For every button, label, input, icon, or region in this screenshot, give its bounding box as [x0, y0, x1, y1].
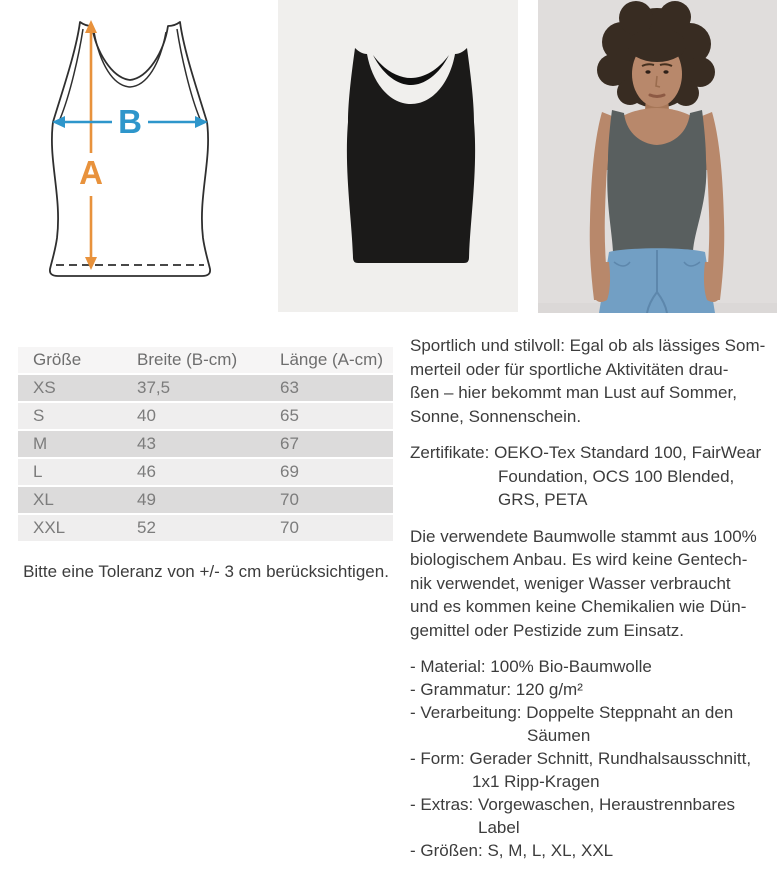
laenge-cell: 65	[265, 403, 393, 429]
tank-back-panel	[373, 55, 449, 85]
description-line: Foundation, OCS 100 Blended,	[498, 466, 735, 486]
description-line: gemittel oder Pestizide zum Einsatz.	[410, 620, 685, 640]
description-line: - Form: Gerader Schnitt, Rundhalsausschnitt,	[410, 749, 752, 768]
size-table-header-row	[18, 347, 393, 373]
description-line: Die verwendete Baumwolle stammt aus 100%	[410, 526, 757, 546]
model-jeans	[599, 248, 715, 313]
size-row-xl	[18, 487, 393, 513]
description-line: - Grammatur: 120 g/m²	[410, 680, 583, 699]
measure-label-a: A	[79, 154, 103, 191]
size-row-l	[18, 459, 393, 485]
description-line: - Material: 100% Bio-Baumwolle	[410, 657, 652, 676]
description-line: und es kommen keine Chemikalien wie Dün-	[410, 597, 747, 616]
breite-cell: 49	[122, 487, 265, 513]
description-line: nik verwendet, weniger Wasser verbraucht	[410, 573, 731, 593]
product-photo-model	[538, 0, 777, 313]
laenge-cell: 67	[265, 431, 393, 457]
model-illustration	[538, 0, 777, 313]
breite-cell: 43	[122, 431, 265, 457]
size-table	[18, 345, 393, 543]
product-photo-flat	[278, 0, 518, 312]
size-diagram	[0, 0, 260, 310]
breite-cell: 52	[122, 515, 265, 541]
description-line: ßen – hier bekommt man Lust auf Sommer,	[410, 383, 737, 402]
measure-label-b: B	[118, 103, 142, 140]
laenge-cell: 69	[265, 459, 393, 485]
description-line: - Größen: S, M, L, XL, XXL	[410, 841, 614, 860]
tolerance-note: Bitte eine Toleranz von +/- 3 cm berücksichtigen.	[23, 562, 389, 581]
description-line: Zertifikate: OEKO-Tex Standard 100, FairWear	[410, 443, 762, 462]
size-diagram-svg	[0, 0, 260, 310]
breite-cell: 40	[122, 403, 265, 429]
breite-cell: 37,5	[122, 375, 265, 401]
cotton-paragraph	[410, 525, 777, 643]
description-line: merteil oder für sportliche Aktivitäten drau-	[410, 359, 729, 379]
intro-paragraph	[410, 334, 777, 428]
size-row-m	[18, 431, 393, 457]
size-cell: M	[18, 431, 122, 457]
col-header-groesse: Größe	[18, 347, 122, 373]
laenge-cell: 70	[265, 515, 393, 541]
model-hair-fringe	[628, 28, 686, 62]
product-description	[410, 334, 777, 862]
size-cell: L	[18, 459, 122, 485]
description-line: - Extras: Vorgewaschen, Heraustrennbares	[410, 795, 736, 814]
description-line: biologischem Anbau. Es wird keine Gentech-	[410, 550, 748, 569]
description-line: Sportlich und stilvoll: Egal ob als lässiges Som-	[410, 336, 766, 355]
description-line: Label	[478, 818, 520, 837]
size-row-xs	[18, 375, 393, 401]
description-line: Sonne, Sonnenschein.	[410, 406, 582, 426]
black-tank-illustration	[278, 0, 518, 312]
size-row-s	[18, 403, 393, 429]
description-line: 1x1 Ripp-Kragen	[472, 772, 600, 791]
col-header-breite: Breite (B-cm)	[122, 347, 265, 373]
laenge-cell: 63	[265, 375, 393, 401]
certificates-paragraph	[410, 441, 777, 512]
description-line: - Verarbeitung: Doppelte Steppnaht an den	[410, 703, 734, 722]
laenge-cell: 70	[265, 487, 393, 513]
tank-outline	[50, 22, 210, 276]
size-cell: S	[18, 403, 122, 429]
description-line: GRS, PETA	[498, 490, 588, 509]
size-cell: XS	[18, 375, 122, 401]
size-row-xxl	[18, 515, 393, 541]
size-cell: XL	[18, 487, 122, 513]
spec-list	[410, 655, 777, 862]
size-cell: XXL	[18, 515, 122, 541]
description-line: Säumen	[527, 726, 591, 745]
col-header-laenge: Länge (A-cm)	[265, 347, 393, 373]
breite-cell: 46	[122, 459, 265, 485]
